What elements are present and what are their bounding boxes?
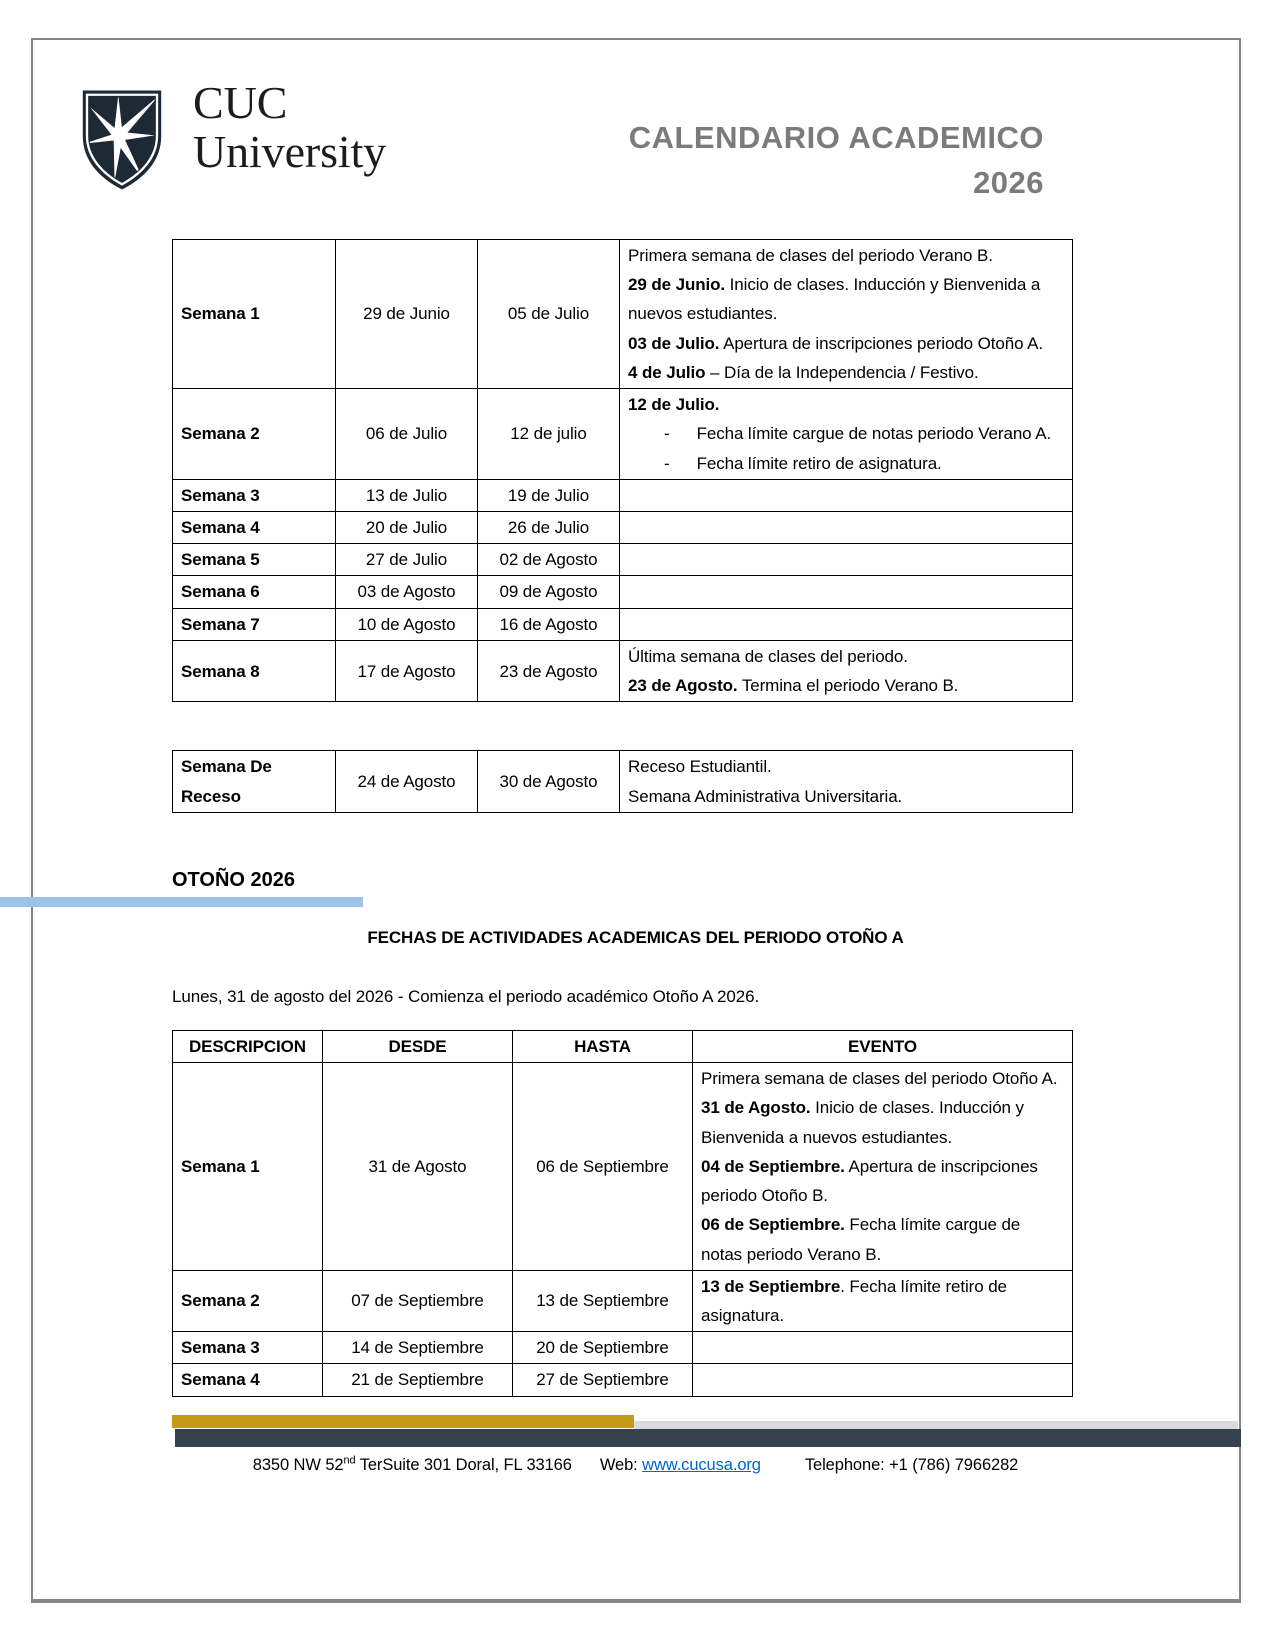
section-heading-otono: OTOÑO 2026	[172, 868, 296, 891]
event-line	[628, 449, 1064, 478]
event-line: 23 de Agosto. Termina el periodo Verano B.	[628, 676, 959, 696]
blue-divider-row	[172, 897, 1099, 907]
receso-table	[172, 750, 1073, 812]
event-line: 12 de Julio.	[628, 395, 720, 415]
bullet-text: Fecha límite cargue de notas periodo Verano A.	[696, 424, 1052, 444]
bullet-text: Fecha límite retiro de asignatura.	[696, 453, 942, 473]
hasta-cell: 05 de Julio	[478, 239, 620, 388]
event-line: 29 de Junio. Inicio de clases. Inducción y Bienvenida a nuevos estudiantes.	[628, 275, 1041, 324]
event-line: Última semana de clases del periodo.	[628, 646, 908, 666]
page-content	[33, 239, 1239, 1475]
desde-cell: 13 de Julio	[336, 479, 478, 511]
week-label-cell: Semana 5	[173, 544, 336, 576]
table-row	[173, 1364, 1073, 1396]
desde-cell: 21 de Septiembre	[323, 1364, 513, 1396]
event-line: 4 de Julio – Día de la Independencia / Festivo.	[628, 362, 979, 382]
footer-web-label: Web:	[599, 1455, 643, 1474]
header-evento: EVENTO	[693, 1030, 1073, 1062]
hasta-cell: 20 de Septiembre	[513, 1332, 693, 1364]
evento-cell	[693, 1364, 1073, 1396]
evento-cell	[620, 544, 1073, 576]
footer-dark-bar	[175, 1429, 1241, 1447]
hasta-cell: 06 de Septiembre	[513, 1063, 693, 1271]
evento-cell	[620, 389, 1073, 480]
table-row	[173, 1270, 1073, 1331]
document-page	[31, 38, 1241, 1603]
desde-cell: 03 de Agosto	[336, 576, 478, 608]
table-row	[173, 751, 1073, 812]
evento-cell	[620, 640, 1073, 701]
footer-contact-line	[172, 1456, 1099, 1475]
event-line: 06 de Septiembre. Fecha límite cargue de notas periodo Verano B.	[701, 1215, 1021, 1264]
subsection-heading-fechas: FECHAS DE ACTIVIDADES ACADEMICAS DEL PERIODO OTOÑO A	[367, 927, 904, 947]
header-desde: DESDE	[323, 1030, 513, 1062]
hasta-cell: 30 de Agosto	[478, 751, 620, 812]
desde-cell: 17 de Agosto	[336, 640, 478, 701]
evento-cell	[620, 479, 1073, 511]
otono-intro-paragraph: Lunes, 31 de agosto del 2026 - Comienza el periodo académico Otoño A 2026.	[172, 986, 760, 1006]
verano-weeks-table	[172, 239, 1073, 703]
hasta-cell: 12 de julio	[478, 389, 620, 480]
week-label-cell: Semana 1	[173, 1063, 323, 1271]
evento-cell	[693, 1063, 1073, 1271]
footer-address-superscript: nd	[343, 1454, 356, 1467]
week-label-cell: Semana 1	[173, 239, 336, 388]
evento-cell	[620, 511, 1073, 543]
table-row	[173, 1332, 1073, 1364]
week-label-cell: Semana 7	[173, 608, 336, 640]
week-label-cell: Semana 8	[173, 640, 336, 701]
desde-cell: 20 de Julio	[336, 511, 478, 543]
evento-cell	[620, 239, 1073, 388]
event-line: 31 de Agosto. Inicio de clases. Inducción y Bienvenida a nuevos estudiantes.	[701, 1098, 1024, 1147]
university-name	[193, 78, 386, 206]
footer-gold-bar	[172, 1415, 634, 1428]
university-logo	[80, 84, 164, 196]
hasta-cell: 09 de Agosto	[478, 576, 620, 608]
table-row	[173, 239, 1073, 388]
evento-cell	[693, 1270, 1073, 1331]
event-line: Semana Administrativa Universitaria.	[628, 786, 903, 806]
hasta-cell: 26 de Julio	[478, 511, 620, 543]
table-row	[173, 479, 1073, 511]
week-label-cell: Semana 3	[173, 479, 336, 511]
event-line: Receso Estudiantil.	[628, 757, 772, 777]
desde-cell: 24 de Agosto	[336, 751, 478, 812]
hasta-cell: 27 de Septiembre	[513, 1364, 693, 1396]
event-line: 04 de Septiembre. Apertura de inscripciones periodo Otoño B.	[701, 1156, 1038, 1206]
document-title-line2: 2026	[973, 164, 1044, 200]
table-header-row	[173, 1030, 1073, 1062]
footer-phone: Telephone: +1 (786) 7966282	[804, 1455, 1019, 1474]
week-label-cell: Semana De Receso	[173, 751, 336, 812]
week-label-cell: Semana 2	[173, 1270, 323, 1331]
university-name-line1: CUC	[193, 77, 288, 128]
document-title-line1: CALENDARIO ACADEMICO	[628, 120, 1044, 155]
evento-cell	[620, 751, 1073, 812]
week-label-cell: Semana 4	[173, 511, 336, 543]
desde-cell: 14 de Septiembre	[323, 1332, 513, 1364]
hasta-cell: 16 de Agosto	[478, 608, 620, 640]
week-label-cell: Semana 2	[173, 389, 336, 480]
table-row	[173, 389, 1073, 480]
desde-cell: 29 de Junio	[336, 239, 478, 388]
document-title	[629, 84, 1209, 206]
university-name-line2: University	[193, 126, 387, 178]
desde-cell: 07 de Septiembre	[323, 1270, 513, 1331]
hasta-cell: 02 de Agosto	[478, 544, 620, 576]
footer-address: 8350 NW 52nd TerSuite 301 Doral, FL 33166	[252, 1454, 572, 1474]
table-row	[173, 511, 1073, 543]
desde-cell: 27 de Julio	[336, 544, 478, 576]
bullet-dash: -	[664, 424, 670, 444]
table-row	[173, 640, 1073, 701]
header-hasta: HASTA	[513, 1030, 693, 1062]
desde-cell: 31 de Agosto	[323, 1063, 513, 1271]
shield-star-icon	[80, 84, 164, 196]
evento-cell	[620, 608, 1073, 640]
footer-web-link[interactable]: www.cucusa.org	[642, 1455, 761, 1474]
event-line: Primera semana de clases del periodo Verano B.	[628, 245, 993, 265]
page-header	[33, 77, 1239, 206]
desde-cell: 10 de Agosto	[336, 608, 478, 640]
event-line	[628, 419, 1064, 448]
event-line: 03 de Julio. Apertura de inscripciones periodo Otoño A.	[628, 333, 1044, 353]
bullet-dash: -	[664, 453, 670, 473]
hasta-cell: 23 de Agosto	[478, 640, 620, 701]
week-label-cell: Semana 4	[173, 1364, 323, 1396]
otono-weeks-table	[172, 1030, 1073, 1397]
week-label-cell: Semana 6	[173, 576, 336, 608]
event-line: 13 de Septiembre. Fecha límite retiro de asignatura.	[701, 1276, 1007, 1325]
evento-cell	[693, 1332, 1073, 1364]
event-line: Primera semana de clases del periodo Otoño A.	[701, 1069, 1058, 1089]
footer-gray-bar	[634, 1421, 1238, 1429]
evento-cell	[620, 576, 1073, 608]
table-row	[173, 608, 1073, 640]
header-descripcion: DESCRIPCION	[173, 1030, 323, 1062]
footer-decoration	[172, 1415, 1099, 1447]
table-row	[173, 544, 1073, 576]
hasta-cell: 19 de Julio	[478, 479, 620, 511]
hasta-cell: 13 de Septiembre	[513, 1270, 693, 1331]
desde-cell: 06 de Julio	[336, 389, 478, 480]
week-label-cell: Semana 3	[173, 1332, 323, 1364]
blue-divider-bar	[0, 897, 363, 907]
table-row	[173, 576, 1073, 608]
table-row	[173, 1063, 1073, 1271]
